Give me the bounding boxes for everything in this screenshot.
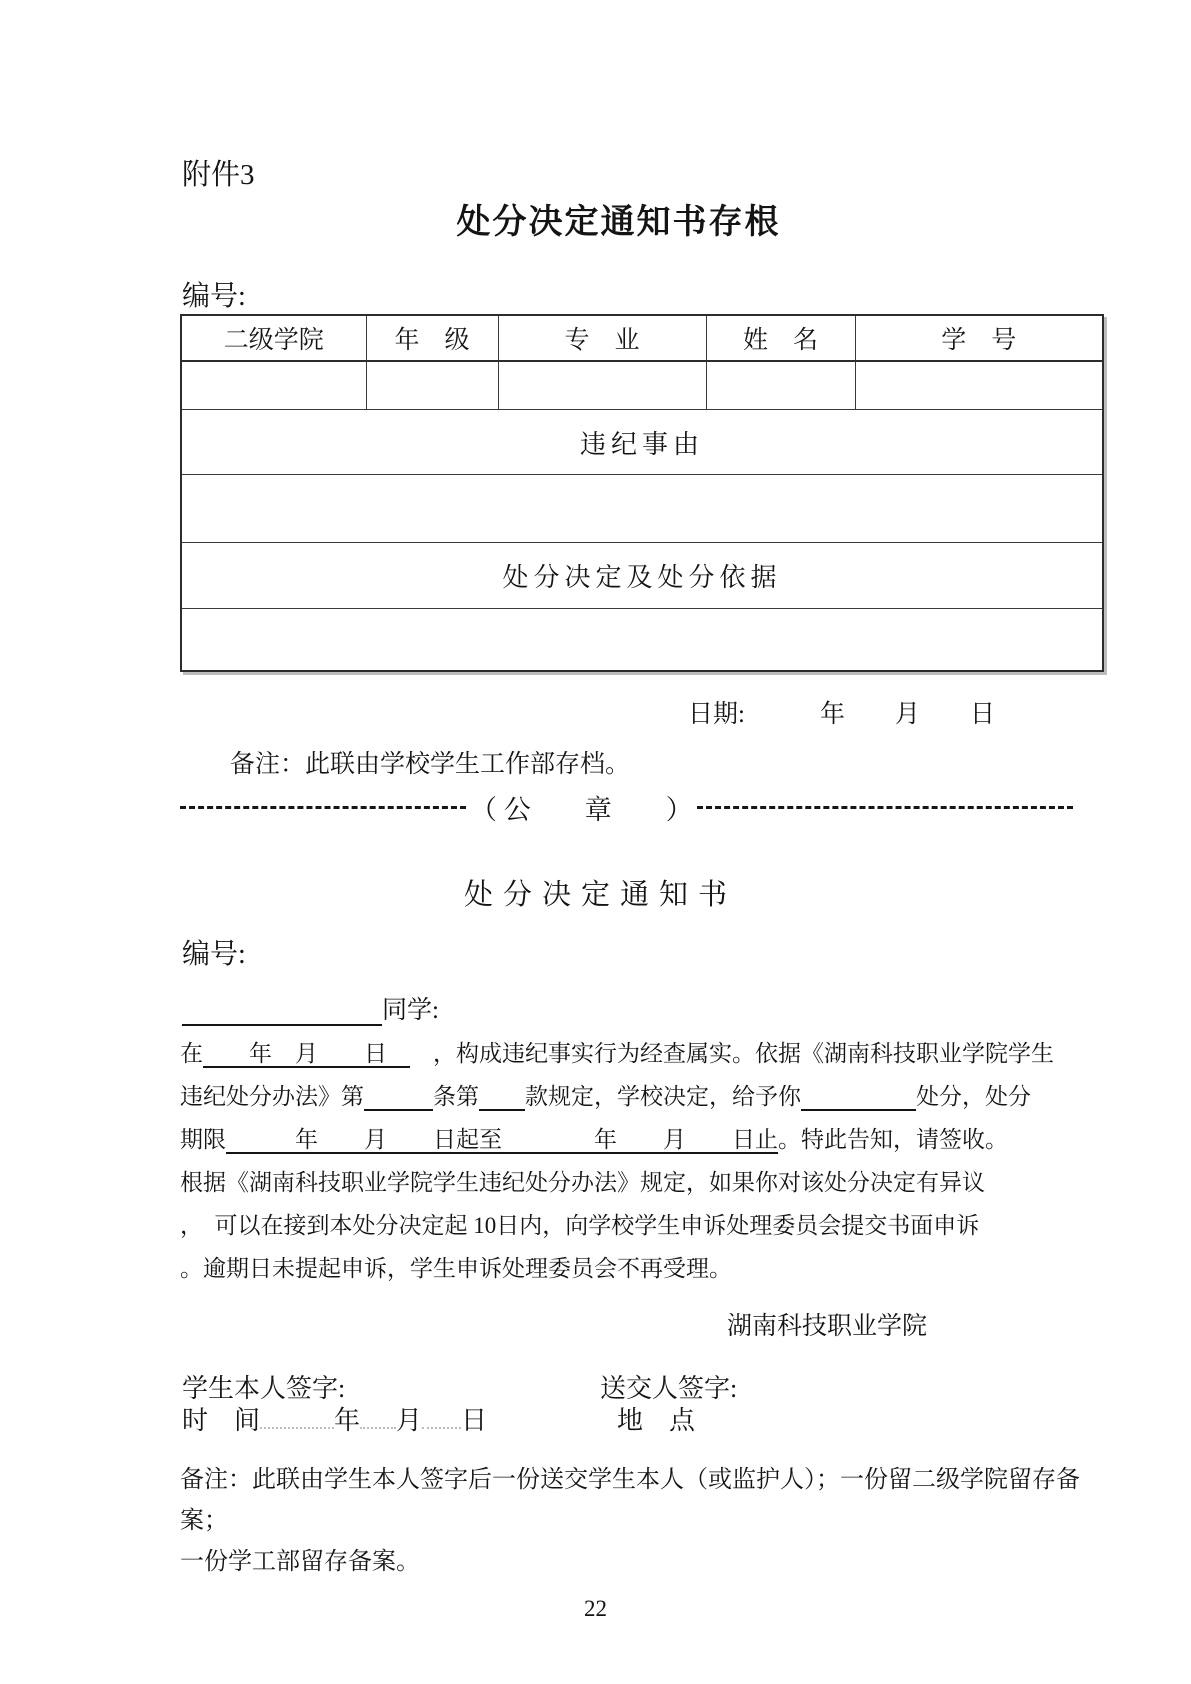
value-cell-major bbox=[498, 361, 706, 410]
header-cell-student-id: 学 号 bbox=[855, 315, 1103, 361]
table-value-row bbox=[181, 361, 1103, 410]
official-seal-label: （ 公 章 ） bbox=[470, 794, 693, 825]
notice-title: 处分决定通知书 bbox=[463, 879, 737, 911]
time-blank-month bbox=[360, 1402, 396, 1429]
fill-in-blank: 年 月 日起至 年 月 日止 bbox=[226, 1127, 778, 1152]
body-line bbox=[180, 1204, 1060, 1247]
body-text: 处分，处分 bbox=[916, 1084, 1031, 1109]
violation-value-cell bbox=[181, 475, 1103, 543]
time-line bbox=[182, 1400, 487, 1437]
fill-in-blank bbox=[479, 1084, 525, 1109]
fill-in-blank: 年 月 日 bbox=[203, 1041, 410, 1066]
body-text: 条第 bbox=[433, 1084, 479, 1109]
body-text: 违纪处分办法》第 bbox=[180, 1084, 364, 1109]
header-cell-grade: 年 级 bbox=[366, 315, 498, 361]
body-line bbox=[180, 1247, 1060, 1290]
deliverer-signature-label: 送交人签字: bbox=[600, 1374, 738, 1403]
violation-header-cell: 违纪事由 bbox=[181, 410, 1103, 475]
body-text: ， 可以在接到本处分决定起 10日内，向学校学生申诉处理委员会提交书面申诉 bbox=[180, 1213, 980, 1238]
header-cell-major: 专 业 bbox=[498, 315, 706, 361]
body-line bbox=[180, 1161, 1060, 1204]
student-info-table bbox=[180, 314, 1104, 672]
place-label: 地 点 bbox=[617, 1406, 696, 1435]
decision-header-row bbox=[181, 543, 1103, 609]
value-cell-name bbox=[706, 361, 855, 410]
body-line bbox=[180, 1032, 1060, 1075]
notice-serial-number-label: 编号: bbox=[182, 939, 246, 970]
dashed-rule-right bbox=[697, 806, 1073, 809]
body-text: 在 bbox=[180, 1041, 203, 1066]
stub-note: 备注：此联由学校学生工作部存档。 bbox=[230, 751, 631, 778]
body-line bbox=[180, 1075, 1060, 1118]
dashed-rule-left bbox=[180, 806, 466, 809]
stub-date-line: 日期: 年 月 日 bbox=[688, 701, 995, 728]
violation-value-row bbox=[181, 475, 1103, 543]
decision-header-cell: 处分决定及处分依据 bbox=[181, 543, 1103, 609]
header-cell-name: 姓 名 bbox=[706, 315, 855, 361]
violation-header-row bbox=[181, 410, 1103, 475]
body-text: 根据《湖南科技职业学院学生违纪处分办法》规定，如果你对该处分决定有异议 bbox=[180, 1170, 985, 1195]
salutation-line bbox=[182, 990, 439, 1026]
stub-title: 处分决定通知书存根 bbox=[456, 204, 781, 241]
notice-note-line1: 备注：此联由学生本人签字后一份送交学生本人（或监护人）；一份留二级学院留存备案； bbox=[180, 1467, 1080, 1534]
student-signature-label: 学生本人签字: bbox=[182, 1374, 346, 1403]
value-cell-student-id bbox=[855, 361, 1103, 410]
time-blank-year bbox=[260, 1402, 334, 1429]
seal-separator bbox=[180, 791, 1073, 823]
table-header-row bbox=[181, 315, 1103, 361]
notice-note bbox=[180, 1460, 1120, 1583]
issuing-organization: 湖南科技职业学院 bbox=[727, 1313, 928, 1340]
fill-in-blank bbox=[364, 1084, 433, 1109]
notice-note-line2: 一份学工部留存备案。 bbox=[180, 1549, 420, 1575]
stub-serial-number-label: 编号: bbox=[182, 281, 246, 312]
header-cell-college: 二级学院 bbox=[181, 315, 366, 361]
value-cell-college bbox=[181, 361, 366, 410]
fill-in-blank bbox=[801, 1084, 916, 1109]
body-text: 。特此告知，请签收。 bbox=[778, 1127, 1008, 1152]
time-unit-month: 月 bbox=[396, 1406, 423, 1435]
time-unit-day: 日 bbox=[461, 1406, 488, 1435]
student-name-blank bbox=[182, 997, 382, 1024]
attachment-label: 附件3 bbox=[182, 159, 255, 191]
value-cell-grade bbox=[366, 361, 498, 410]
time-blank-day bbox=[422, 1402, 461, 1429]
salutation-suffix: 同学: bbox=[382, 997, 439, 1024]
body-text: 款规定，学校决定，给予你 bbox=[525, 1084, 801, 1109]
body-text: 。逾期日未提起申诉，学生申诉处理委员会不再受理。 bbox=[180, 1256, 732, 1281]
decision-value-cell bbox=[181, 609, 1103, 672]
body-text: ，构成违纪事实行为经查属实。依据《湖南科技职业学院学生 bbox=[410, 1041, 1054, 1066]
body-text: 期限 bbox=[180, 1127, 226, 1152]
body-line bbox=[180, 1118, 1060, 1161]
page-number: 22 bbox=[584, 1596, 607, 1621]
decision-value-row bbox=[181, 609, 1103, 672]
notice-body bbox=[180, 1032, 1060, 1290]
time-label: 时 间 bbox=[182, 1406, 261, 1435]
time-unit-year: 年 bbox=[334, 1406, 361, 1435]
